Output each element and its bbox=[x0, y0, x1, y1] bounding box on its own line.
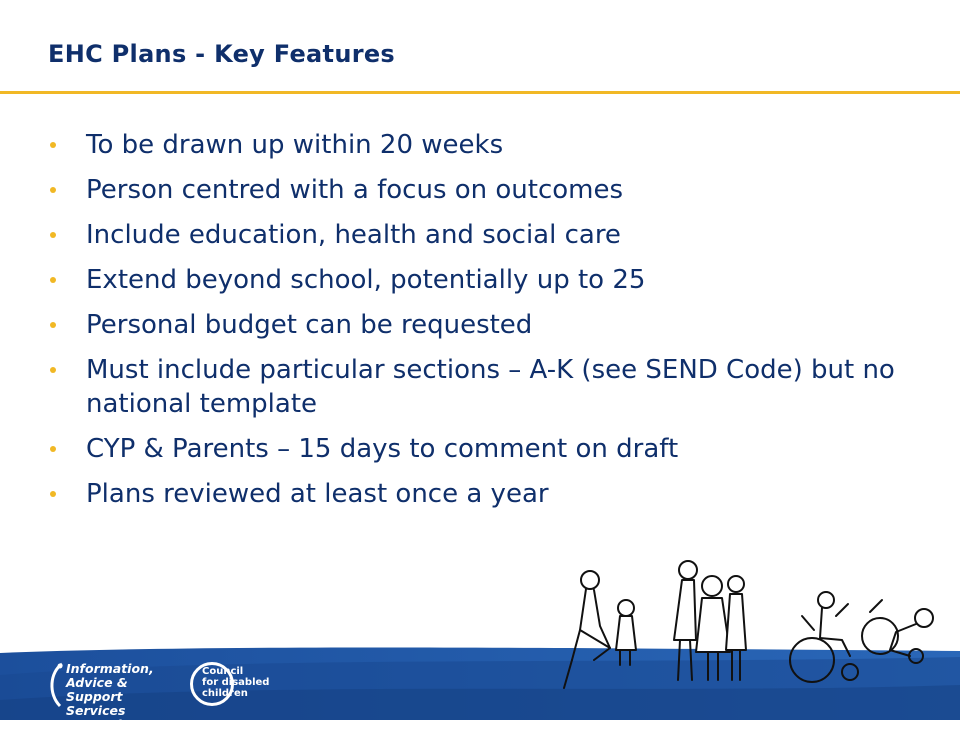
bullet-text: To be drawn up within 20 weeks bbox=[86, 130, 504, 160]
cdc-logo-text: Council for disabled children bbox=[202, 666, 270, 699]
bullet-text: Extend beyond school, potentially up to 25 bbox=[86, 265, 646, 295]
bullet-item bbox=[48, 263, 908, 297]
bullet-item bbox=[48, 218, 908, 252]
bullet-item bbox=[48, 477, 908, 511]
bullet-list bbox=[48, 128, 908, 522]
cdc-logo bbox=[186, 656, 296, 712]
bullet-text: Must include particular sections – A-K (see SEND Code) but no national template bbox=[86, 355, 895, 419]
bullet-dot-icon bbox=[50, 142, 56, 148]
iass-network-logo bbox=[44, 658, 184, 732]
bullet-item bbox=[48, 128, 908, 162]
slide-title: EHC Plans - Key Features bbox=[48, 40, 396, 68]
bullet-item bbox=[48, 353, 908, 421]
bullet-text: Plans reviewed at least once a year bbox=[86, 479, 549, 509]
bullet-item bbox=[48, 308, 908, 342]
bullet-text: Personal budget can be requested bbox=[86, 310, 533, 340]
bullet-text: Person centred with a focus on outcomes bbox=[86, 175, 624, 205]
bullet-item bbox=[48, 432, 908, 466]
iass-logo-text: Information, Advice & Support Services Network bbox=[66, 661, 154, 732]
bullet-text: Include education, health and social care bbox=[86, 220, 621, 250]
bullet-dot-icon bbox=[50, 446, 56, 452]
bullet-dot-icon bbox=[50, 277, 56, 283]
bullet-dot-icon bbox=[50, 491, 56, 497]
info-i-icon bbox=[44, 658, 68, 710]
bullet-dot-icon bbox=[50, 187, 56, 193]
title-divider bbox=[0, 91, 960, 94]
people-illustration bbox=[550, 560, 950, 710]
bullet-item bbox=[48, 173, 908, 207]
bullet-dot-icon bbox=[50, 367, 56, 373]
bullet-dot-icon bbox=[50, 232, 56, 238]
bullet-text: CYP & Parents – 15 days to comment on draft bbox=[86, 434, 679, 464]
bullet-dot-icon bbox=[50, 322, 56, 328]
